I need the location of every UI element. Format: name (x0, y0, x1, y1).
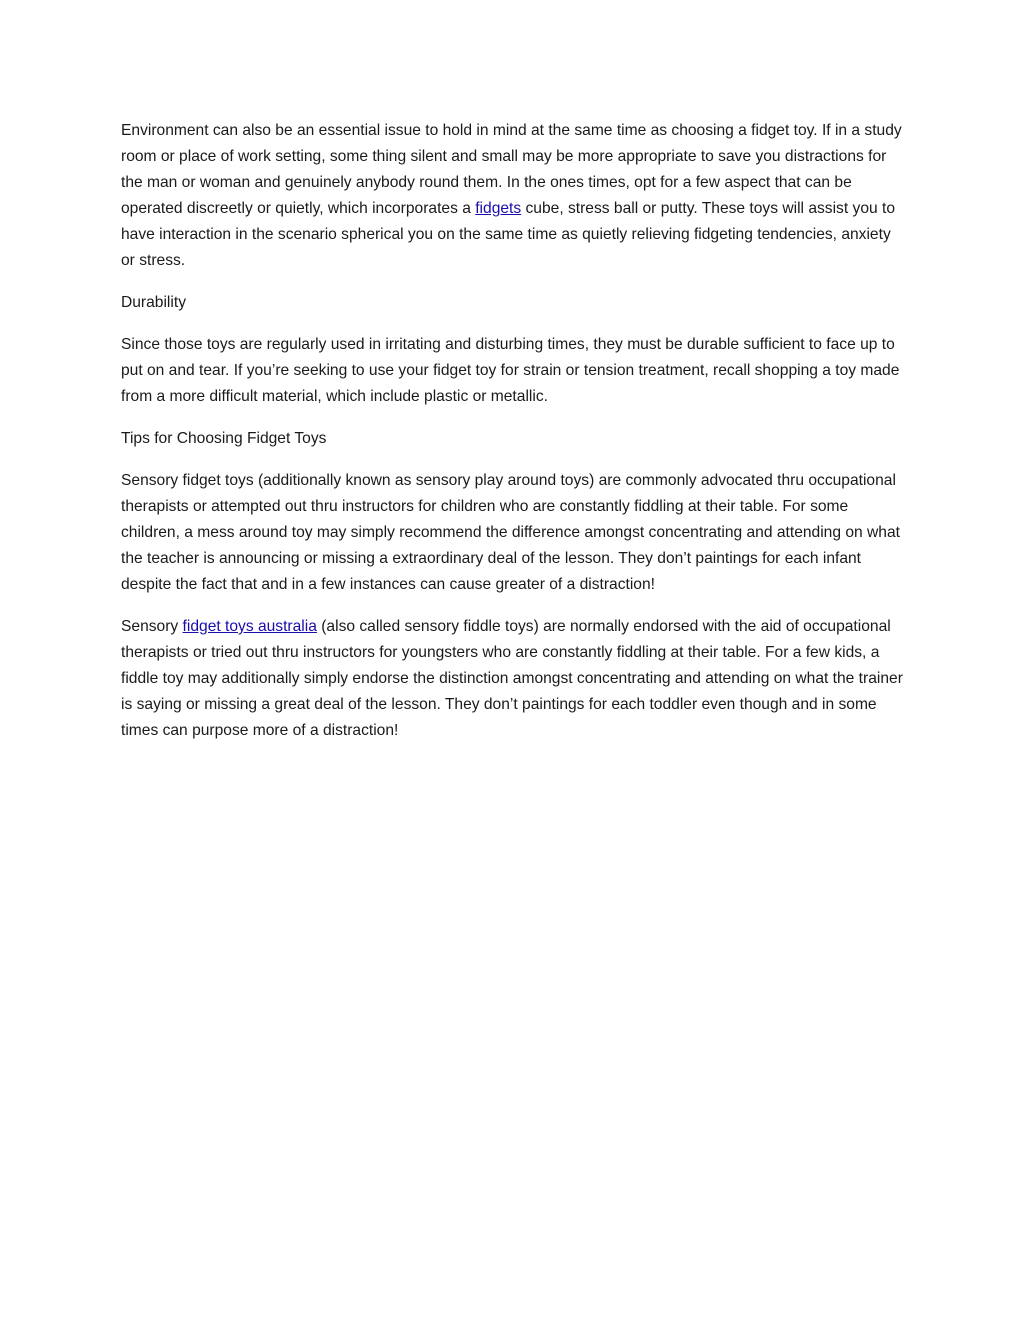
fidget-toys-australia-link[interactable]: fidget toys australia (182, 618, 317, 635)
paragraph-text: Environment can also be an essential issue to hold in mind at the same time as choosing a fidget toy. If in a study room or place of work setting, some thing silent and small may be more appropriate to save you distractions for the man or woman and genuinely anybody round them. In the ones times, opt for a few aspect that can be operated discreetly or quietly, which incorporates a (121, 122, 902, 217)
paragraph-sensory-fiddle (121, 614, 906, 744)
paragraph-text: cube, stress ball or putty. These toys will assist you to have interaction in the scenario spherical you on the same time as quietly relieving fidgeting tendencies, anxiety or stress. (121, 200, 896, 269)
paragraph-environment (121, 118, 906, 274)
paragraph-text: (also called sensory fiddle toys) are normally endorsed with the aid of occupational therapists or tried out thru instructors for youngsters who are constantly fiddling at their table. For a few kids, a fiddle toy may additionally simply endorse the distinction amongst concentrating and attending on what the trainer is saying or missing a great deal of the lesson. They don’t paintings for each toddler even though and in some times can purpose more of a distraction! (121, 618, 903, 739)
fidgets-link[interactable]: fidgets (475, 200, 522, 217)
paragraph-text: Sensory (121, 618, 183, 635)
paragraph-durability: Since those toys are regularly used in irritating and disturbing times, they must be durable sufficient to face up to put on and tear. If you’re seeking to use your fidget toy for strain or tension treatment, recall shopping a toy made from a more difficult material, which include plastic or metallic. (121, 336, 900, 405)
document-body (121, 118, 906, 760)
heading-tips: Tips for Choosing Fidget Toys (121, 430, 327, 447)
heading-durability: Durability (121, 294, 186, 311)
paragraph-sensory-toys: Sensory fidget toys (additionally known as sensory play around toys) are commonly advocated thru occupational therapists or attempted out thru instructors for children who are constantly fiddling at their table. For some children, a mess around toy may simply recommend the difference amongst concentrating and attending on what the teacher is announcing or missing a extraordinary deal of the lesson. They don’t paintings for each infant despite the fact that and in a few instances can cause greater of a distraction! (121, 472, 900, 593)
